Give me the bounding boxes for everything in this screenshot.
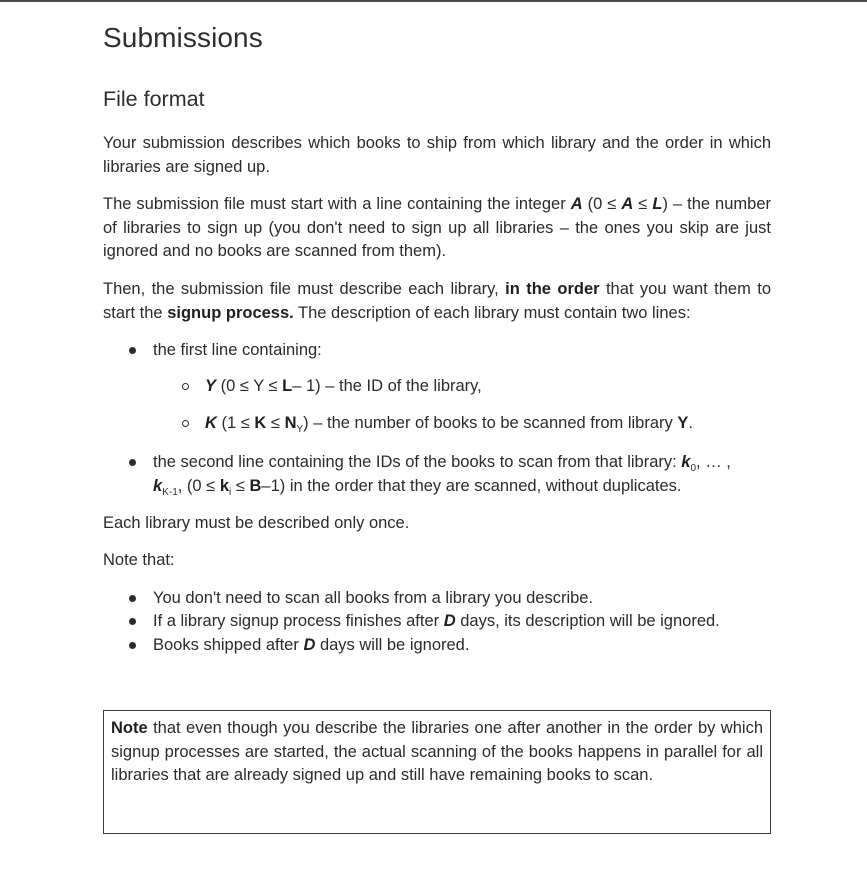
var-a: A [621,195,634,213]
text-span: –1) in the order that they are scanned, without duplicates. [261,476,682,495]
var-b: B [249,476,262,495]
sub-bullet-circle [182,383,189,390]
var-d: D [303,636,316,654]
text-span: that you want them to start the [103,280,771,322]
text-span: Then, the submission file must describe each library, [103,280,506,298]
bold-signup-process: signup process. [167,303,294,322]
bullet-dot [129,347,136,354]
var-n: N [284,414,297,432]
text-span: . [688,414,693,432]
note-item-shipped-late [153,634,469,658]
text-span: days, its description will be ignored. [455,612,720,630]
top-border [0,0,867,2]
bullet-dot [129,459,136,466]
note-box-text [111,717,763,788]
var-y: Y [677,414,689,432]
text-span: ) – the number of books to be scanned from library [303,414,678,432]
text-span: that even though you describe the libraries one after another in the order by which signup processes are started, the actual scanning of the books happens in parallel for all libraries that are already signed up and still have remaining books to scan. [111,719,763,784]
bullet-dot [129,595,136,602]
text-span: If a library signup process finishes after [153,612,444,630]
text-span: Books shipped after [153,636,304,654]
sub-bullet-circle [182,420,189,427]
sub-bullet-book-count [205,412,693,436]
subscript-i: i [229,486,232,498]
var-d: D [443,612,456,630]
text-span: , (0 ≤ [177,476,220,495]
note-bold: Note [111,719,148,737]
text-span: days will be ignored. [315,636,470,654]
section-heading: File format [103,87,205,111]
bullet-second-line [153,451,771,498]
var-k0: k [681,453,691,471]
var-a: A [570,195,583,213]
var-y: Y [205,377,217,395]
text-span: ≤ [633,195,653,213]
text-span: (0 ≤ [582,195,622,213]
subscript-k-1: K-1 [162,486,178,498]
bullet-dot [129,642,136,649]
text-span: (1 ≤ [216,414,255,432]
note-item-signup-late [153,610,720,634]
paragraph-library-desc [103,278,771,325]
bullet-first-line: the first line containing: [153,341,322,359]
var-ki: k [219,476,230,495]
text-span: – 1) – the ID of the library, [292,377,482,395]
page-title: Submissions [103,22,263,53]
text-span: The description of each library must contain two lines: [293,303,691,322]
text-span: , … , [696,453,731,471]
subscript-0: 0 [690,463,697,474]
paragraph-intro: Your submission describes which books to ship from which library and the order in which libraries are signed up. [103,134,771,176]
text-span: (0 ≤ Y ≤ [216,377,283,395]
paragraph-once: Each library must be described only once. [103,514,410,532]
var-l: L [282,377,293,395]
paragraph-note-that: Note that: [103,551,175,569]
sub-bullet-library-id [205,375,482,399]
text-span: ) – the number of libraries to sign up (you don't need to sign up all libraries – the ones you skip are just ignored and no books are scanned from them). [103,195,771,260]
note-item-scan-all: You don't need to scan all books from a library you describe. [153,589,594,607]
bold-in-the-order: in the order [505,280,600,298]
text-span: The submission file must start with a line containing the integer [103,195,571,213]
var-k: K [254,414,267,432]
text-span: the second line containing the IDs of the books to scan from that library: [153,453,682,471]
var-k-last: k [153,476,163,495]
text-span: ≤ [231,476,250,495]
var-l: L [652,195,663,213]
bullet-dot [129,618,136,625]
paragraph-first-line [103,193,771,264]
var-k: K [205,414,217,432]
subscript-y: Y [296,424,304,435]
note-box [103,710,771,834]
text-span: ≤ [266,414,285,432]
